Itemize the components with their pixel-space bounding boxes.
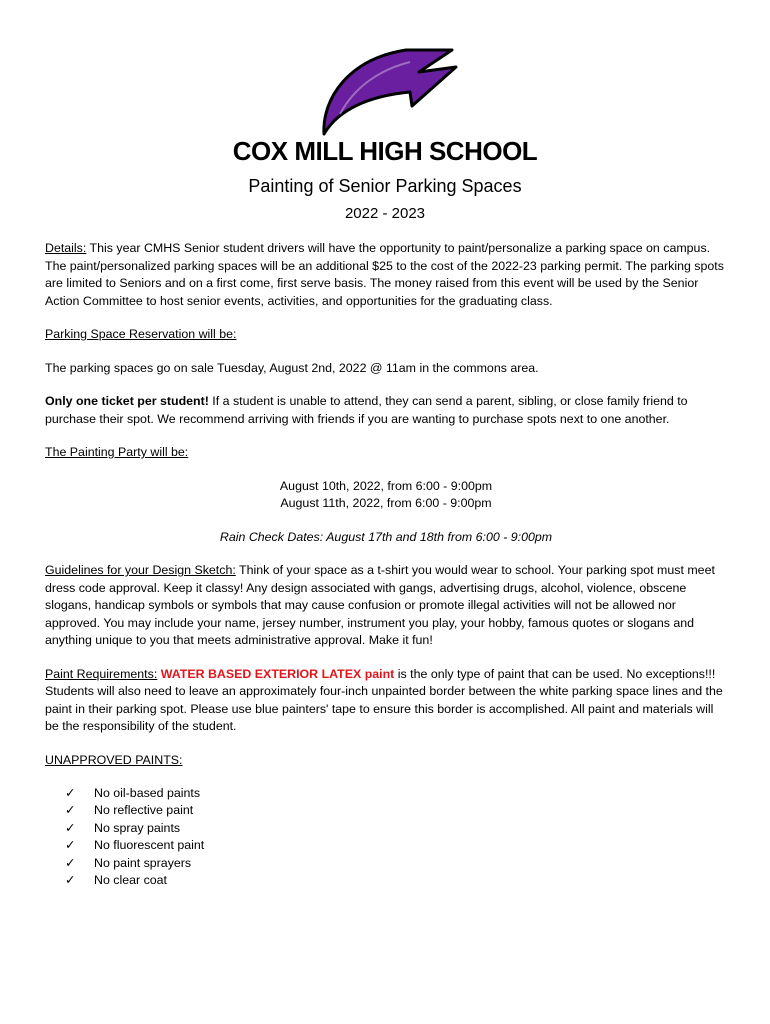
guidelines-paragraph <box>45 562 727 650</box>
lightning-bolt-logo-icon <box>306 44 466 139</box>
list-item <box>65 855 727 872</box>
checkmark-icon: ✓ <box>65 838 76 853</box>
checkmark-icon: ✓ <box>65 873 76 888</box>
reservation-paragraph <box>45 393 727 428</box>
list-item <box>65 802 727 819</box>
details-text: This year CMHS Senior student drivers will have the opportunity to paint/personalize a parking space on campus. The paint/personalized parking spaces will be an additional $25 to the cost of the 2022-23 parking permit. The parking spots are limited to Seniors and on a first come, first serve basis. The money raised from this event will be used by the Senior Action Committee to host senior events, activities, and opportunities for the graduating class. <box>45 241 724 308</box>
school-logo <box>306 44 466 139</box>
reservation-sale-text: The parking spaces go on sale Tuesday, August 2nd, 2022 @ 11am in the commons area. <box>45 360 539 375</box>
school-year: 2022 - 2023 <box>344 205 426 222</box>
guidelines-label: Guidelines for your Design Sketch: <box>45 563 236 577</box>
painting-party-dates <box>45 478 727 513</box>
school-name: COX MILL HIGH SCHOOL <box>232 136 538 166</box>
paint-requirements-paragraph <box>45 666 727 736</box>
list-item-text: No oil-based paints <box>94 786 201 800</box>
guidelines-text: Think of your space as a t-shirt you would wear to school. Your parking spot must meet dress code approval. Keep it classy! Any design associated with gangs, advertising drugs, alcohol, violence, obscene slogans, handicap symbols or symbols that may cause confusion or promote illegal activities will not be allowed nor approved. You may include your name, jersey number, instrument you play, your hobby, famous quotes or slogans and anything unique to you that meets administrative approval. Make it fun! <box>45 563 715 647</box>
checkmark-icon: ✓ <box>65 820 76 835</box>
list-item <box>65 837 727 854</box>
list-item <box>65 785 727 802</box>
painting-date-2: August 11th, 2022, from 6:00 - 9:00pm <box>280 496 492 510</box>
details-paragraph <box>45 240 727 310</box>
painting-party-heading: The Painting Party will be: <box>45 445 189 459</box>
list-item-text: No spray paints <box>94 820 181 835</box>
logo-bolt-shape <box>324 50 456 134</box>
unapproved-paints-list <box>65 785 727 889</box>
list-item-text: No clear coat <box>94 873 168 888</box>
list-item-text: No reflective paint <box>94 803 194 818</box>
checkmark-icon: ✓ <box>65 786 76 800</box>
list-item <box>65 872 727 889</box>
paint-type-highlight: WATER BASED EXTERIOR LATEX paint <box>160 666 395 681</box>
checkmark-icon: ✓ <box>65 855 76 870</box>
list-item-text: No fluorescent paint <box>94 838 205 853</box>
list-item <box>65 820 727 837</box>
paint-requirements-text: is the only type of paint that can be used. No exceptions!!! Students will also need to leave an approximately four-inch unpainted border between the white parking space lines and the paint in their parking spot. Please use blue painters' tape to ensure this border is accomplished. All paint and materials will be the responsibility of the student. <box>45 666 723 733</box>
reservation-text: If a student is unable to attend, they can send a parent, sibling, or close family friend to purchase their spot. We recommend arriving with friends if you are wanting to purchase spots next to one another. <box>45 394 688 426</box>
list-item-text: No paint sprayers <box>94 855 192 870</box>
checkmark-icon: ✓ <box>65 803 76 818</box>
reservation-heading: Parking Space Reservation will be: <box>45 327 237 341</box>
document-body <box>45 240 727 889</box>
details-label: Details: <box>45 241 87 255</box>
document-subtitle: Painting of Senior Parking Spaces <box>248 176 522 196</box>
rain-check-dates: Rain Check Dates: August 17th and 18th from 6:00 - 9:00pm <box>219 529 553 544</box>
unapproved-paints-heading: UNAPPROVED PAINTS: <box>45 752 183 767</box>
painting-date-1: August 10th, 2022, from 6:00 - 9:00pm <box>279 478 493 493</box>
paint-requirements-label: Paint Requirements: <box>45 666 158 681</box>
one-ticket-notice: Only one ticket per student! <box>45 394 209 408</box>
